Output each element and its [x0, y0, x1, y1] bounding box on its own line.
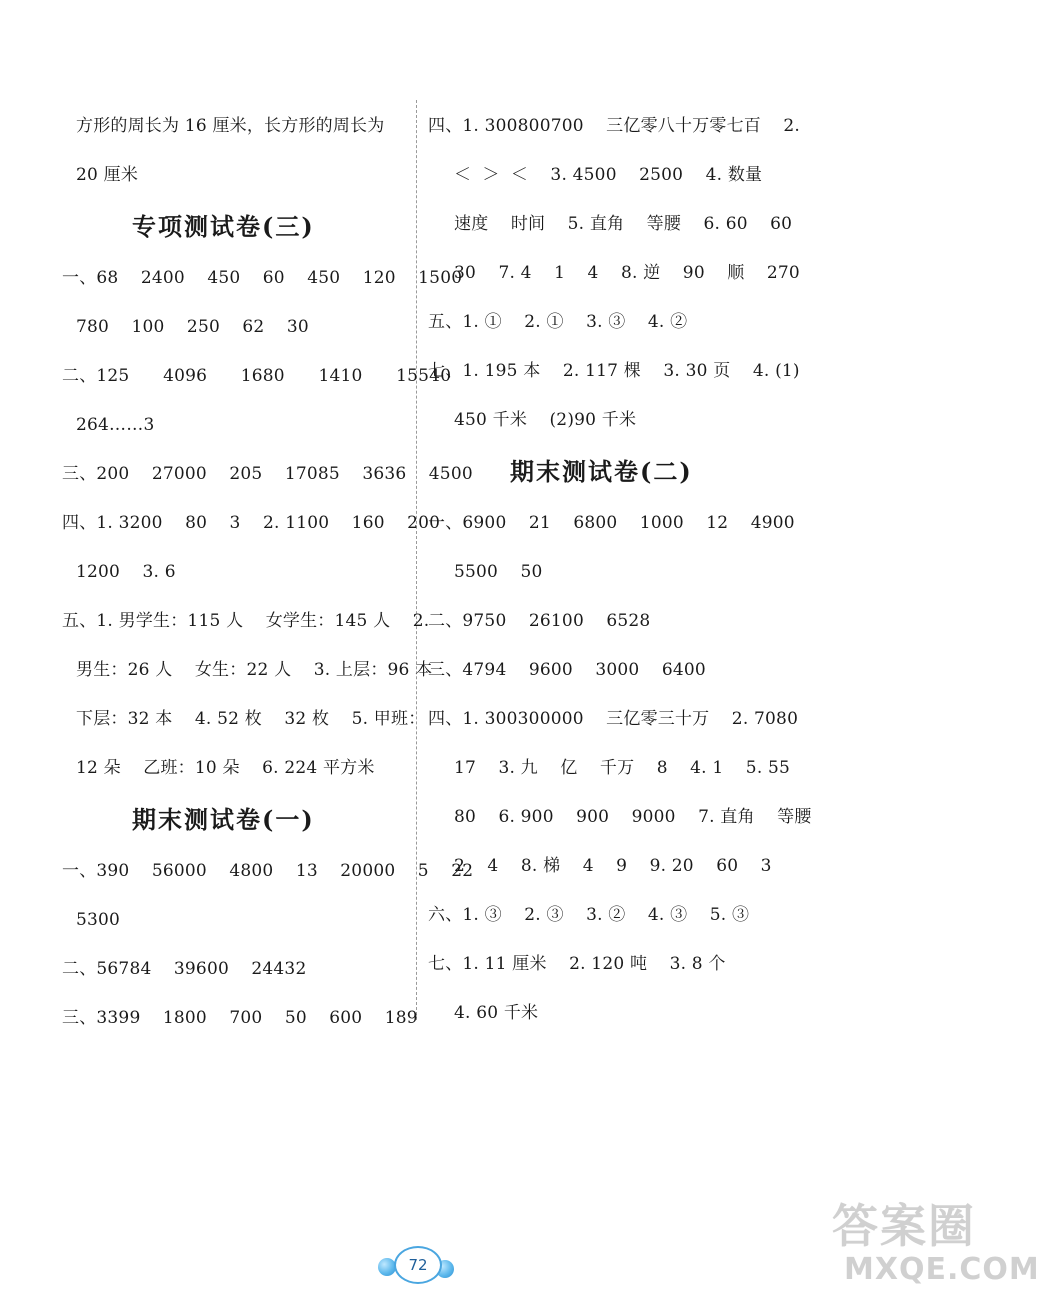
- answer-line: 450 千米 (2)90 千米: [454, 410, 637, 430]
- answer-line: 五、1. 男学生：115 人 女学生：145 人 2.: [62, 611, 430, 631]
- answer-line: 四、1. 3200 80 3 2. 1100 160 200: [62, 513, 441, 533]
- answer-line: 5500 50: [454, 562, 543, 582]
- answer-line: 17 3. 九 亿 千万 8 4. 1 5. 55: [454, 758, 791, 778]
- right-column: [428, 102, 812, 1038]
- column-divider: [416, 100, 417, 1020]
- answer-line: 二、125 4096 1680 1410 15540: [62, 366, 452, 386]
- answer-line: 五、1. ① 2. ① 3. ③ 4. ②: [428, 312, 688, 332]
- section-title: 专项测试卷(三): [132, 212, 315, 241]
- answer-line: 1200 3. 6: [76, 562, 176, 582]
- answer-line: 780 100 250 62 30: [76, 317, 309, 337]
- answer-line: 30 7. 4 1 4 8. 逆 90 顺 270: [454, 263, 800, 283]
- answer-line: 5300: [76, 910, 121, 930]
- text-line: 20 厘米: [76, 165, 139, 185]
- answer-line: 一、68 2400 450 60 450 120 1500: [62, 268, 463, 288]
- section-title: 期末测试卷(二): [510, 457, 693, 486]
- answer-line: 三、4794 9600 3000 6400: [428, 660, 706, 680]
- answer-line: 四、1. 300800700 三亿零八十万零七百 2.: [428, 116, 801, 136]
- answer-line: 七、1. 195 本 2. 117 棵 3. 30 页 4. (1): [428, 361, 800, 381]
- watermark-logo: [832, 1190, 1040, 1300]
- answer-line: 80 6. 900 900 9000 7. 直角 等腰: [454, 807, 812, 827]
- answer-line: 一、390 56000 4800 13 20000 5 22: [62, 861, 474, 881]
- answer-line: 三、200 27000 205 17085 3636 4500: [62, 464, 473, 484]
- answer-line: 速度 时间 5. 直角 等腰 6. 60 60: [454, 214, 793, 234]
- answer-line: 四、1. 300300000 三亿零三十万 2. 7080: [428, 709, 799, 729]
- answer-line: 三、3399 1800 700 50 600 189: [62, 1008, 418, 1028]
- answer-line: 下层：32 本 4. 52 枚 32 枚 5. 甲班：: [76, 709, 426, 729]
- section-title: 期末测试卷(一): [132, 805, 315, 834]
- left-column: [62, 102, 474, 1043]
- answer-line: ＜ ＞ ＜ 3. 4500 2500 4. 数量: [454, 165, 763, 185]
- page-number: 72: [394, 1246, 442, 1284]
- answer-line: 二、56784 39600 24432: [62, 959, 307, 979]
- answer-line: 264……3: [76, 415, 155, 435]
- answer-line: 男生：26 人 女生：22 人 3. 上层：96 本: [76, 660, 433, 680]
- answer-line: 七、1. 11 厘米 2. 120 吨 3. 8 个: [428, 954, 726, 974]
- answer-line: 2 4 8. 梯 4 9 9. 20 60 3: [454, 856, 772, 876]
- text-line: 方形的周长为 16 厘米，长方形的周长为: [76, 116, 385, 136]
- answer-line: 一、6900 21 6800 1000 12 4900: [428, 513, 795, 533]
- watermark-text-cn: 答案圈: [832, 1199, 976, 1253]
- answer-line: 4. 60 千米: [454, 1003, 539, 1023]
- answer-line: 六、1. ③ 2. ③ 3. ② 4. ③ 5. ③: [428, 905, 750, 925]
- page-number-badge: [378, 1246, 454, 1286]
- answer-line: 12 朵 乙班：10 朵 6. 224 平方米: [76, 758, 375, 778]
- answer-line: 二、9750 26100 6528: [428, 611, 651, 631]
- watermark-text-en: MXQE.COM: [844, 1252, 1040, 1287]
